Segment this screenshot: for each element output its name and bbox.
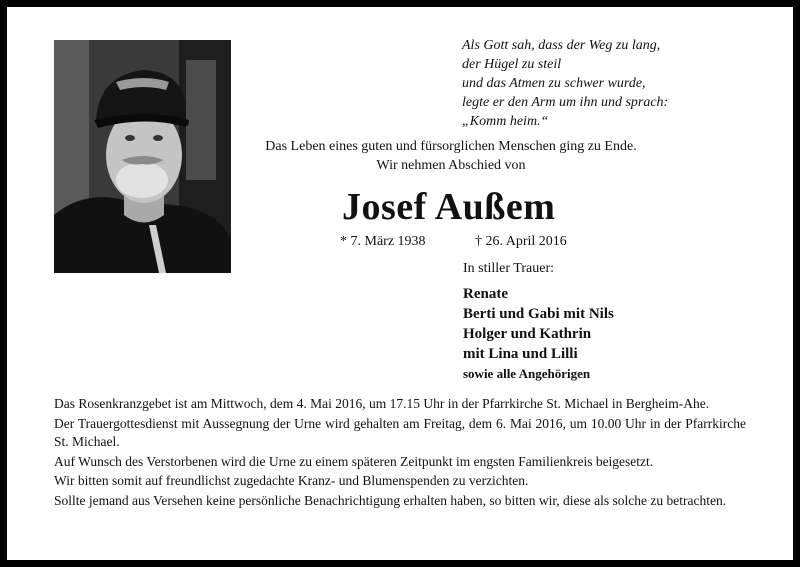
mourning-label: In stiller Trauer: [463,261,554,276]
poem-line: der Hügel zu steil [462,57,562,72]
mourner-name: Holger und Kathrin [463,326,592,342]
mourner-name: Berti und Gabi mit Nils [463,306,614,322]
intro-line: Das Leben eines guten und fürsorglichen Menschen ging zu Ende. [265,139,637,154]
notice-paragraph: Sollte jemand aus Versehen keine persönliche Benachrichtigung erhalten haben, so bitten wir, diese als solche zu betrachten. [54,492,727,508]
poem-line: und das Atmen zu schwer wurde, [462,76,646,91]
mourners-list [463,284,614,384]
poem-line: legte er den Arm um ihn und sprach: [462,95,669,110]
poem-line: Als Gott sah, dass der Weg zu lang, [462,38,661,53]
mourner-name: Renate [463,286,508,302]
birth-date: * 7. März 1938 [340,234,426,249]
intro-line: Wir nehmen Abschied von [376,158,526,173]
obituary-card [7,7,793,560]
poem [462,36,772,131]
poem-line: „Komm heim.“ [462,114,549,129]
mourner-name: mit Lina und Lilli [463,346,578,362]
portrait-photo [54,40,231,273]
deceased-name: Josef Außem [342,186,556,228]
funeral-notice [54,395,746,511]
death-date: † 26. April 2016 [475,234,567,249]
notice-paragraph: Wir bitten somit auf freundlichst zugedachte Kranz- und Blumenspenden zu verzichten. [54,473,529,488]
mourner-name: sowie alle Angehörigen [463,366,591,381]
notice-paragraph: Der Trauergottesdienst mit Aussegnung der Urne wird gehalten am Freitag, dem 6. Mai 2016, um 10.00 Uhr in der Pfarrkirche St. Michael. [54,415,746,449]
notice-paragraph: Auf Wunsch des Verstorbenen wird die Urne zu einem späteren Zeitpunkt im engsten Familienkreis beigesetzt. [54,453,654,469]
intro-text [247,137,655,175]
notice-paragraph: Das Rosenkranzgebet ist am Mittwoch, dem 4. Mai 2016, um 17.15 Uhr in der Pfarrkirche St. Michael in Bergheim-Ahe. [54,396,710,411]
